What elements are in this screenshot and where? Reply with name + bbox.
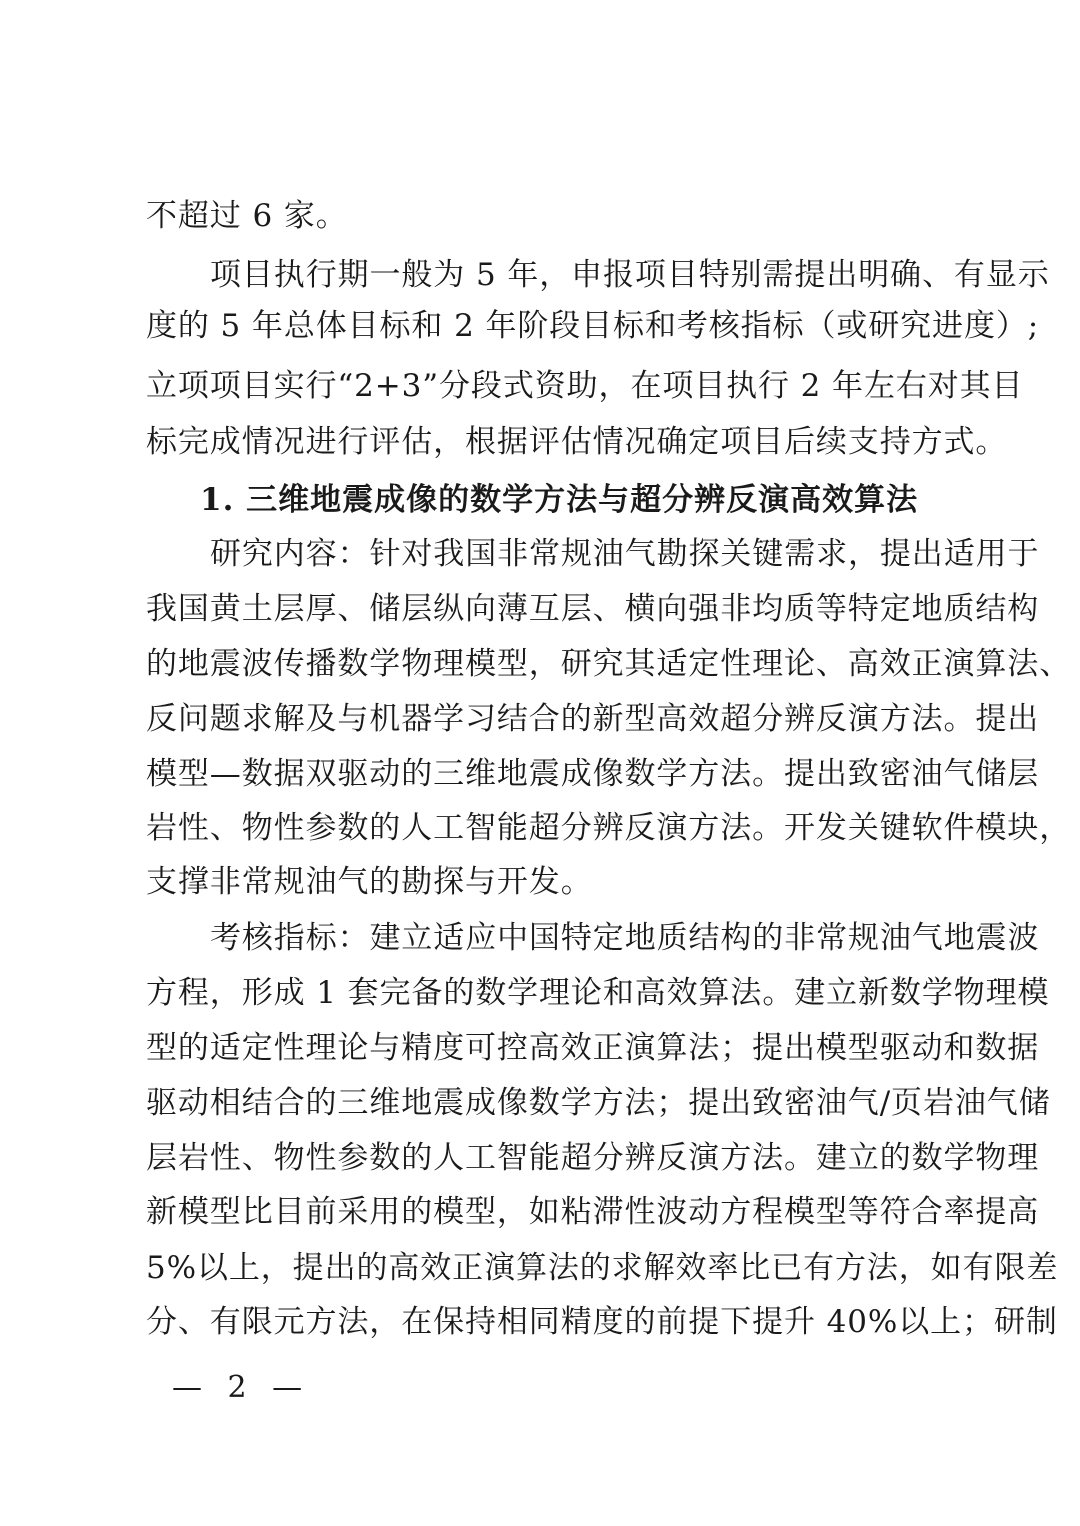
text-line: 研究内容：针对我国非常规油气勘探关键需求，提出适用于 [210,536,1040,572]
text-line: 度的 5 年总体目标和 2 年阶段目标和考核指标（或研究进度）; [146,308,1040,344]
text-line: 立项项目实行“2+3”分段式资助，在项目执行 2 年左右对其目 [146,368,1024,404]
text-line: 分、有限元方法，在保持相同精度的前提下提升 40%以上；研制 [146,1304,1058,1340]
text-line: 5%以上，提出的高效正演算法的求解效率比已有方法，如有限差 [146,1250,1059,1286]
text-line: 不超过 6 家。 [146,198,348,234]
section-heading: 1. 三维地震成像的数学方法与超分辨反演高效算法 [200,482,919,518]
text-line: 驱动相结合的三维地震成像数学方法；提出致密油气/页岩油气储 [146,1085,1051,1121]
text-line: 反问题求解及与机器学习结合的新型高效超分辨反演方法。提出 [146,701,1040,737]
text-line: 岩性、物性参数的人工智能超分辨反演方法。开发关键软件模块， [146,810,1072,846]
text-line: 支撑非常规油气的勘探与开发。 [146,864,593,900]
text-line: 模型—数据双驱动的三维地震成像数学方法。提出致密油气储层 [146,756,1040,792]
text-line: 我国黄土层厚、储层纵向薄互层、横向强非均质等特定地质结构 [146,591,1040,627]
text-line: 标完成情况进行评估，根据评估情况确定项目后续支持方式。 [146,424,1008,460]
text-line: 方程，形成 1 套完备的数学理论和高效算法。建立新数学物理模 [146,975,1050,1011]
text-line: 的地震波传播数学物理模型，研究其适定性理论、高效正演算法、 [146,646,1072,682]
page-number: — 2 — [172,1370,311,1405]
text-line: 新模型比目前采用的模型，如粘滞性波动方程模型等符合率提高 [146,1194,1040,1230]
text-line: 考核指标：建立适应中国特定地质结构的非常规油气地震波 [210,920,1040,956]
text-line: 项目执行期一般为 5 年，申报项目特别需提出明确、有显示 [210,257,1050,293]
text-line: 型的适定性理论与精度可控高效正演算法；提出模型驱动和数据 [146,1030,1040,1066]
text-line: 层岩性、物性参数的人工智能超分辨反演方法。建立的数学物理 [146,1140,1040,1176]
